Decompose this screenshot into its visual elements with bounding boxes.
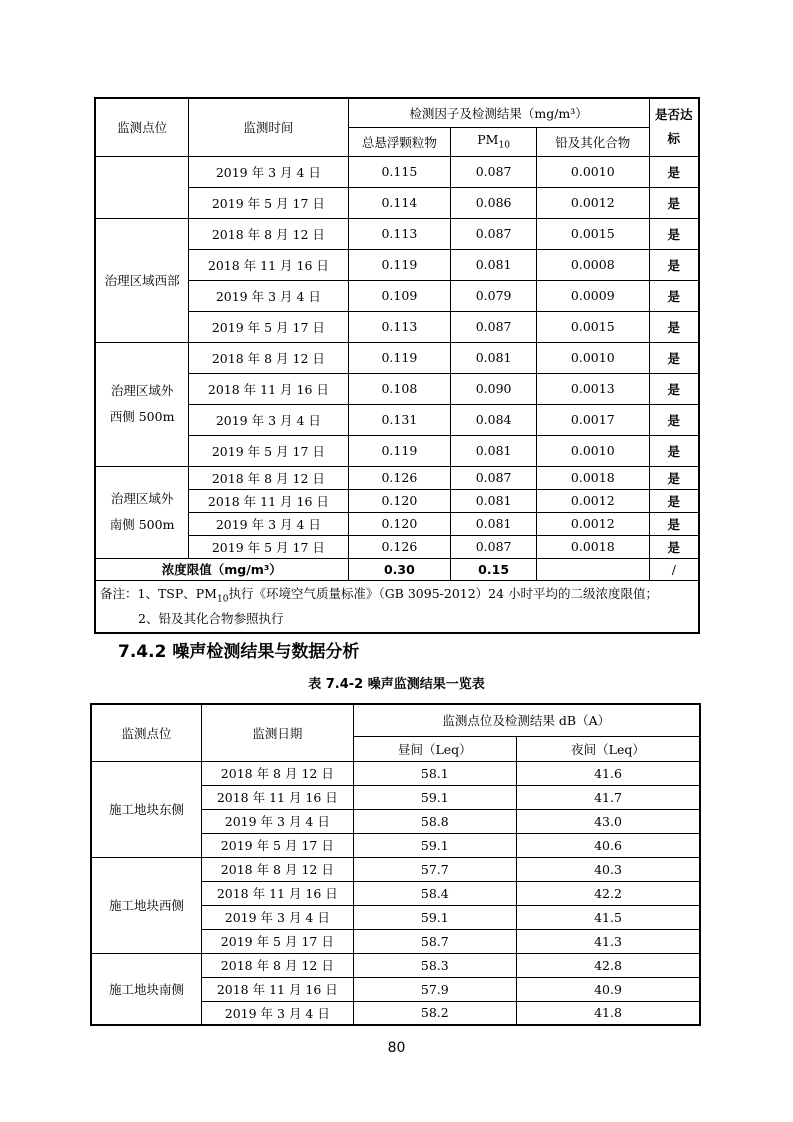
lead-cell: 0.0012 <box>536 187 649 218</box>
limit-row <box>95 558 699 580</box>
date-cell: 2019 年 5 月 17 日 <box>202 929 353 953</box>
note-line-1: 备注：1、TSP、$PM_{10}$执行《环境空气质量标准》（GB 3095-2012）24 小时平均的二级浓度限值； <box>100 585 659 604</box>
lead-cell: 0.0010 <box>536 342 649 373</box>
table-row <box>91 761 700 785</box>
date-cell: 2019 年 3 月 4 日 <box>189 512 348 535</box>
date-cell: 2018 年 8 月 12 日 <box>189 218 348 249</box>
pm10-cell: 0.090 <box>451 373 537 404</box>
day-cell: 58.3 <box>353 953 517 977</box>
day-cell: 59.1 <box>353 785 517 809</box>
day-cell: 57.9 <box>353 977 517 1001</box>
compliant-cell: 是 <box>649 404 699 435</box>
night-cell: 41.6 <box>517 761 700 785</box>
tsp-cell: 0.119 <box>348 342 451 373</box>
day-cell: 58.8 <box>353 809 517 833</box>
header-group: 监测点位及检测结果 dB（A） <box>353 704 700 736</box>
header-pm10: $PM_{10}$ <box>451 127 537 156</box>
limit-pm10: 0.15 <box>451 558 537 580</box>
compliant-cell: 是 <box>649 218 699 249</box>
pm10-cell: 0.081 <box>451 342 537 373</box>
date-cell: 2018 年 11 月 16 日 <box>189 249 348 280</box>
header-site: 监测点位 <box>91 704 202 761</box>
pm10-cell: 0.086 <box>451 187 537 218</box>
day-cell: 58.4 <box>353 881 517 905</box>
tsp-cell: 0.113 <box>348 218 451 249</box>
header-compliant: 是否达标 <box>649 98 699 156</box>
site-cell: 施工地块西侧 <box>91 857 202 953</box>
header-group: 检测因子及检测结果（mg/m³） <box>348 98 649 127</box>
tsp-cell: 0.119 <box>348 435 451 466</box>
day-cell: 58.7 <box>353 929 517 953</box>
tsp-cell: 0.126 <box>348 466 451 489</box>
date-cell: 2019 年 3 月 4 日 <box>189 156 348 187</box>
header-day: 昼间（Leq） <box>353 736 517 761</box>
lead-cell: 0.0018 <box>536 535 649 558</box>
lead-cell: 0.0009 <box>536 280 649 311</box>
header-tsp: 总悬浮颗粒物 <box>348 127 451 156</box>
lead-cell: 0.0010 <box>536 156 649 187</box>
date-cell: 2019 年 5 月 17 日 <box>189 311 348 342</box>
tsp-cell: 0.113 <box>348 311 451 342</box>
night-cell: 41.8 <box>517 1001 700 1025</box>
lead-cell: 0.0013 <box>536 373 649 404</box>
table-row <box>95 156 699 187</box>
compliant-cell: 是 <box>649 373 699 404</box>
night-cell: 43.0 <box>517 809 700 833</box>
section-heading: 7.4.2 噪声检测结果与数据分析 <box>118 642 360 662</box>
table-row <box>95 218 699 249</box>
date-cell: 2019 年 3 月 4 日 <box>202 1001 353 1025</box>
tsp-cell: 0.131 <box>348 404 451 435</box>
pm10-cell: 0.081 <box>451 435 537 466</box>
site-cell <box>95 156 189 218</box>
compliant-cell: 是 <box>649 342 699 373</box>
night-cell: 42.8 <box>517 953 700 977</box>
tsp-cell: 0.120 <box>348 512 451 535</box>
compliant-cell: 是 <box>649 156 699 187</box>
note-row <box>95 580 699 633</box>
date-cell: 2019 年 5 月 17 日 <box>189 435 348 466</box>
date-cell: 2018 年 11 月 16 日 <box>202 785 353 809</box>
day-cell: 58.2 <box>353 1001 517 1025</box>
night-cell: 41.3 <box>517 929 700 953</box>
lead-cell: 0.0010 <box>536 435 649 466</box>
table-caption: 表 7.4-2 噪声监测结果一览表 <box>308 677 485 692</box>
site-cell: 治理区域外 南侧 500m <box>95 466 189 558</box>
limit-lead <box>536 558 649 580</box>
air-quality-table <box>94 97 700 634</box>
table-note <box>95 580 699 633</box>
pm10-cell: 0.087 <box>451 156 537 187</box>
compliant-cell: 是 <box>649 466 699 489</box>
lead-cell: 0.0012 <box>536 489 649 512</box>
date-cell: 2019 年 3 月 4 日 <box>189 280 348 311</box>
date-cell: 2019 年 3 月 4 日 <box>202 905 353 929</box>
date-cell: 2019 年 5 月 17 日 <box>189 535 348 558</box>
night-cell: 40.9 <box>517 977 700 1001</box>
date-cell: 2018 年 11 月 16 日 <box>202 977 353 1001</box>
date-cell: 2018 年 8 月 12 日 <box>202 761 353 785</box>
tsp-cell: 0.119 <box>348 249 451 280</box>
site-cell: 治理区域外 西侧 500m <box>95 342 189 466</box>
day-cell: 57.7 <box>353 857 517 881</box>
tsp-cell: 0.120 <box>348 489 451 512</box>
tsp-cell: 0.114 <box>348 187 451 218</box>
pm10-cell: 0.087 <box>451 535 537 558</box>
compliant-cell: 是 <box>649 489 699 512</box>
night-cell: 41.5 <box>517 905 700 929</box>
pm10-cell: 0.081 <box>451 489 537 512</box>
day-cell: 59.1 <box>353 905 517 929</box>
header-night: 夜间（Leq） <box>517 736 700 761</box>
table-row <box>95 466 699 489</box>
night-cell: 41.7 <box>517 785 700 809</box>
site-cell: 治理区域西部 <box>95 218 189 342</box>
lead-cell: 0.0017 <box>536 404 649 435</box>
day-cell: 58.1 <box>353 761 517 785</box>
pm10-cell: 0.081 <box>451 249 537 280</box>
pm10-cell: 0.087 <box>451 466 537 489</box>
table-row <box>95 342 699 373</box>
date-cell: 2019 年 5 月 17 日 <box>202 833 353 857</box>
pm10-cell: 0.087 <box>451 311 537 342</box>
date-cell: 2019 年 3 月 4 日 <box>202 809 353 833</box>
header-site: 监测点位 <box>95 98 189 156</box>
header-lead: 铅及其化合物 <box>536 127 649 156</box>
date-cell: 2019 年 5 月 17 日 <box>189 187 348 218</box>
compliant-cell: 是 <box>649 187 699 218</box>
lead-cell: 0.0015 <box>536 218 649 249</box>
header-time: 监测时间 <box>189 98 348 156</box>
compliant-cell: 是 <box>649 311 699 342</box>
noise-table <box>90 703 701 1026</box>
lead-cell: 0.0012 <box>536 512 649 535</box>
compliant-cell: 是 <box>649 512 699 535</box>
date-cell: 2018 年 11 月 16 日 <box>202 881 353 905</box>
tsp-cell: 0.115 <box>348 156 451 187</box>
date-cell: 2018 年 8 月 12 日 <box>189 342 348 373</box>
tsp-cell: 0.109 <box>348 280 451 311</box>
compliant-cell: 是 <box>649 535 699 558</box>
date-cell: 2018 年 11 月 16 日 <box>189 489 348 512</box>
day-cell: 59.1 <box>353 833 517 857</box>
pm10-cell: 0.079 <box>451 280 537 311</box>
limit-tsp: 0.30 <box>348 558 451 580</box>
pm10-cell: 0.081 <box>451 512 537 535</box>
date-cell: 2018 年 8 月 12 日 <box>202 857 353 881</box>
tsp-cell: 0.108 <box>348 373 451 404</box>
date-cell: 2019 年 3 月 4 日 <box>189 404 348 435</box>
compliant-cell: 是 <box>649 435 699 466</box>
header-date: 监测日期 <box>202 704 353 761</box>
date-cell: 2018 年 8 月 12 日 <box>189 466 348 489</box>
table-row <box>91 953 700 977</box>
site-cell: 施工地块南侧 <box>91 953 202 1025</box>
note-line-2: 2、铅及其化合物参照执行 <box>138 611 284 626</box>
site-cell: 施工地块东侧 <box>91 761 202 857</box>
night-cell: 40.3 <box>517 857 700 881</box>
pm10-cell: 0.087 <box>451 218 537 249</box>
compliant-cell: 是 <box>649 280 699 311</box>
lead-cell: 0.0018 <box>536 466 649 489</box>
limit-label: 浓度限值（mg/m³） <box>95 558 348 580</box>
date-cell: 2018 年 11 月 16 日 <box>189 373 348 404</box>
limit-compliant: / <box>649 558 699 580</box>
table-row <box>91 857 700 881</box>
night-cell: 42.2 <box>517 881 700 905</box>
date-cell: 2018 年 8 月 12 日 <box>202 953 353 977</box>
night-cell: 40.6 <box>517 833 700 857</box>
tsp-cell: 0.126 <box>348 535 451 558</box>
compliant-cell: 是 <box>649 249 699 280</box>
page-number: 80 <box>387 1040 406 1056</box>
lead-cell: 0.0008 <box>536 249 649 280</box>
pm10-cell: 0.084 <box>451 404 537 435</box>
lead-cell: 0.0015 <box>536 311 649 342</box>
